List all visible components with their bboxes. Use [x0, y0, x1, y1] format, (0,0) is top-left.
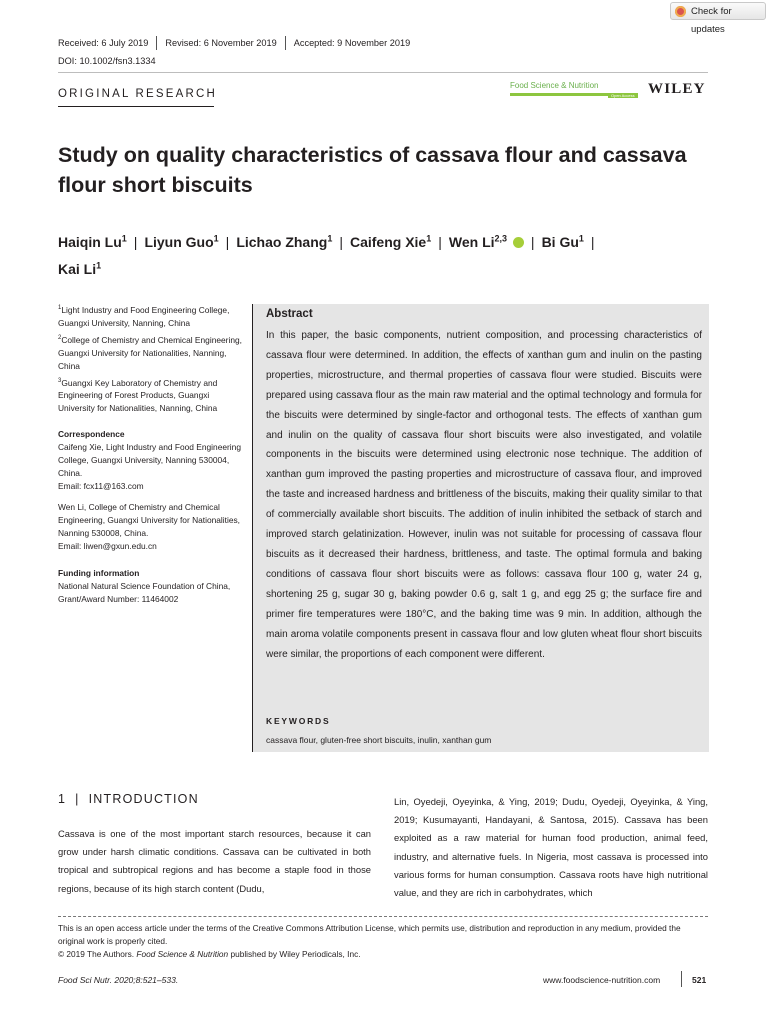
affiliation: $^2$College of Chemistry and Chemical Engineering, Guangxi University for Nationalities, Nanning, China	[58, 334, 242, 371]
accepted-date: Accepted: 9 November 2019	[293, 38, 411, 48]
section-label: ORIGINAL RESEARCH	[58, 88, 218, 100]
keywords-text: cassava flour, gluten-free short biscuits, inulin, xanthan gum	[266, 735, 492, 745]
author[interactable]: Haiqin Lu$^1$	[58, 233, 127, 250]
article-dates	[58, 36, 410, 50]
author[interactable]: Wen Li$^{2,3}$	[449, 234, 524, 250]
section-number: 1	[58, 792, 67, 806]
author[interactable]: Caifeng Xie$^1$	[349, 233, 432, 250]
correspondence-email[interactable]: Email: fcx11@163.com	[58, 481, 144, 491]
license-note	[58, 922, 708, 961]
affiliation: $^1$Light Industry and Food Engineering College, Guangxi University, Nanning, China	[58, 304, 230, 328]
abstract-heading: Abstract	[266, 308, 313, 320]
funding-text: National Natural Science Foundation of China, Grant/Award Number: 11464002	[58, 581, 231, 604]
footer-divider	[681, 971, 682, 987]
crossmark-icon	[675, 6, 686, 17]
license-text: This is an open access article under the terms of the Creative Commons Attribution License, which permits use, distribution and reproduction in any medium, provided the original work is properly cited.	[58, 923, 681, 946]
body-column-right: Lin, Oyedeji, Oyeyinka, & Ying, 2019; Dudu, Oyedeji, Oyeyinka, & Ying, 2019; Kusumayanti, Handayani, & Santosa, 2015). Cassava has been exploited as a raw material for human food production, animal feed, industry, and alternative fuels. In Nigeria, most cassava is processed into various forms for human consumption. Cassava roots have high nutritional value, and they are rich in carbohydrates, which	[394, 796, 708, 899]
section-title: INTRODUCTION	[88, 792, 199, 806]
check-for-updates-button[interactable]	[670, 2, 766, 35]
footnote-rule	[58, 916, 708, 917]
correspondence-email[interactable]: Email: liwen@gxun.edu.cn	[58, 541, 157, 551]
correspondence-heading: Correspondence	[58, 429, 125, 439]
publisher-logo: WILEY	[648, 81, 706, 97]
author[interactable]: Kai Li$^1$	[58, 260, 102, 278]
abstract-text: In this paper, the basic components, nutrient composition, and processing characteristics of cassava flour were determined. In addition, the effects of xanthan gum and inulin on the pasting properties, microstructure, and thermal properties of cassava flour were studied. Biscuits were prepared using cassava flour as the main raw material and the optimal technology and formula for the biscuits were determined by single-factor and orthogonal tests. The effects of xanthan gum and inulin on the quality of cassava flour short biscuits were also investigated, and volatile components in the biscuits were determined using electronic nose technique. The addition of xanthan gum improved the pasting properties and microstructure of cassava flour, and improved the taste and increased hardness and brittleness of the biscuits, making their quality similar to that of commercially available short biscuits. The addition of inulin inhibited the setback of starch and improved starch gelatinization. However, inulin was not suitable for processing of cassava flour biscuits as it decreased their hardness, brittleness, and taste. The optimal formula and baking conditions of cassava flour short biscuits were as follows: cassava flour 100 g, water 24 g, shortening 25 g, sugar 30 g, baking powder 0.6 g, salt 1 g, and egg 25 g; the surface fire and primer fire temperatures were 180°C, and the baking time was 9 min. In addition, although the main aroma volatile components present in cassava flour and low gluten wheat flour short biscuits were similar, the proportions of each component were different.	[266, 330, 702, 660]
section-underline	[58, 106, 214, 107]
page-number: 521	[692, 975, 707, 985]
author[interactable]: Lichao Zhang$^1$	[236, 233, 333, 250]
copyright-text: © 2019 The Authors. Food Science & Nutrition published by Wiley Periodicals, Inc.	[58, 949, 361, 959]
orcid-icon[interactable]	[513, 237, 524, 248]
doi[interactable]: DOI: 10.1002/fsn3.1334	[58, 56, 156, 66]
correspondence-entry: Caifeng Xie, Light Industry and Food Engineering College, Guangxi University, Nanning 530004, China.	[58, 442, 241, 478]
received-date: Received: 6 July 2019	[58, 38, 149, 48]
funding-heading: Funding information	[58, 568, 140, 578]
keywords-heading: KEYWORDS	[266, 716, 331, 726]
funding	[58, 567, 243, 606]
author[interactable]: Liyun Guo$^1$	[144, 233, 219, 250]
affiliations	[58, 302, 243, 415]
revised-date: Revised: 6 November 2019	[165, 38, 277, 48]
article-title: Study on quality characteristics of cassava flour and cassava flour short biscuits	[58, 143, 687, 197]
affiliation: $^3$Guangxi Key Laboratory of Chemistry and Engineering of Forest Products, Guangxi University for Nationalities, Nanning, China	[58, 377, 218, 414]
correspondence-entry: Wen Li, College of Chemistry and Chemical Engineering, Guangxi University for Nationalities, Nanning 530008, China.	[58, 502, 241, 538]
journal-name: Food Science & Nutrition	[510, 81, 599, 90]
body-column-left: Cassava is one of the most important starch resources, because it can grow under harsh climatic conditions. Cassava can be cultivated in both tropical and subtropical regions and has become a staple food in those regions, because of its high starch content (Dudu,	[58, 828, 371, 894]
correspondence	[58, 428, 243, 553]
section-heading: 1 | INTRODUCTION	[58, 792, 199, 806]
journal-url[interactable]: www.foodscience-nutrition.com	[543, 975, 661, 985]
divider	[285, 36, 286, 50]
author[interactable]: Bi Gu$^1$	[541, 233, 584, 250]
divider	[156, 36, 157, 50]
author-list: Haiqin Lu$^1$ | Liyun Guo$^1$ | Lichao Zhang$^1$ | Caifeng Xie$^1$ | Wen Li$^{2,3}$ | Bi Gu$^1$ | Kai Li$^1$	[58, 233, 595, 278]
open-access-tag: Open Access	[608, 93, 638, 98]
check-for-updates-label: Check for updates	[691, 6, 732, 35]
citation: Food Sci Nutr. 2020;8:521–533.	[58, 975, 179, 985]
header-rule	[58, 72, 708, 73]
